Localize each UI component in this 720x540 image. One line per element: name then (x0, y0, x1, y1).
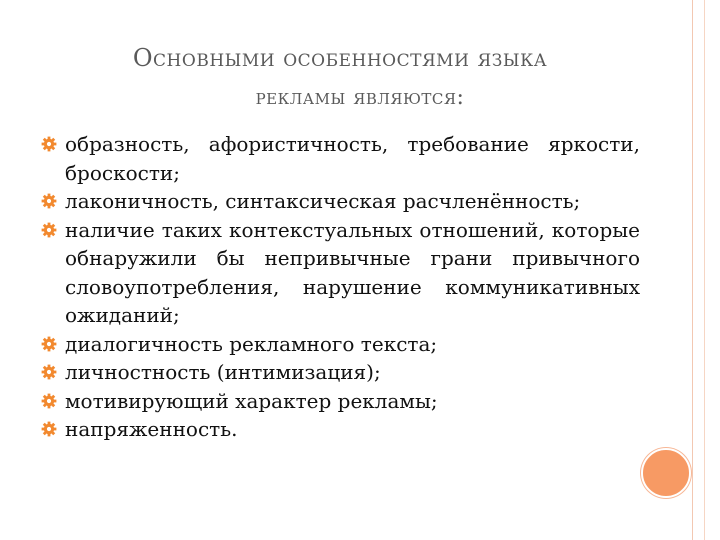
frame-line-outer (692, 0, 693, 540)
gear-icon (41, 421, 57, 437)
slide-title-line2: рекламы являются: (255, 85, 465, 110)
list-item-text: диалогичность рекламного текста; (65, 331, 438, 356)
slide-title-line1: Основными особенностями языка (132, 44, 548, 72)
list-item (40, 415, 640, 444)
list-item (40, 330, 640, 359)
list-item (40, 187, 640, 216)
gear-icon (41, 336, 57, 352)
list-item-text: лаконичность, синтаксическая расчленённость; (65, 189, 581, 213)
list-item (40, 216, 640, 330)
gear-icon (41, 364, 57, 380)
list-item-text: личностность (интимизация); (65, 360, 381, 384)
list-item (40, 130, 640, 187)
gear-icon (41, 393, 57, 409)
list-item-text: мотивирующий характер рекламы; (65, 388, 438, 413)
list-item-text: наличие таких контекстуальных отношений, которые обнаружили бы непривычные грани привычного словоупотребления, нарушение коммуникативных ожиданий; (65, 217, 640, 327)
list-item-text: образность, афористичность, требование яркости, броскости; (65, 132, 640, 185)
list-item-text: напряженность. (65, 417, 238, 441)
frame-line-inner (704, 0, 705, 540)
list-item (40, 358, 640, 387)
slide-title (40, 38, 640, 118)
gear-icon (41, 193, 57, 209)
decorative-circle (641, 448, 691, 498)
bullet-list (40, 130, 640, 444)
gear-icon (41, 136, 57, 152)
slide-body (40, 130, 640, 444)
list-item (40, 387, 640, 416)
gear-icon (41, 222, 57, 238)
